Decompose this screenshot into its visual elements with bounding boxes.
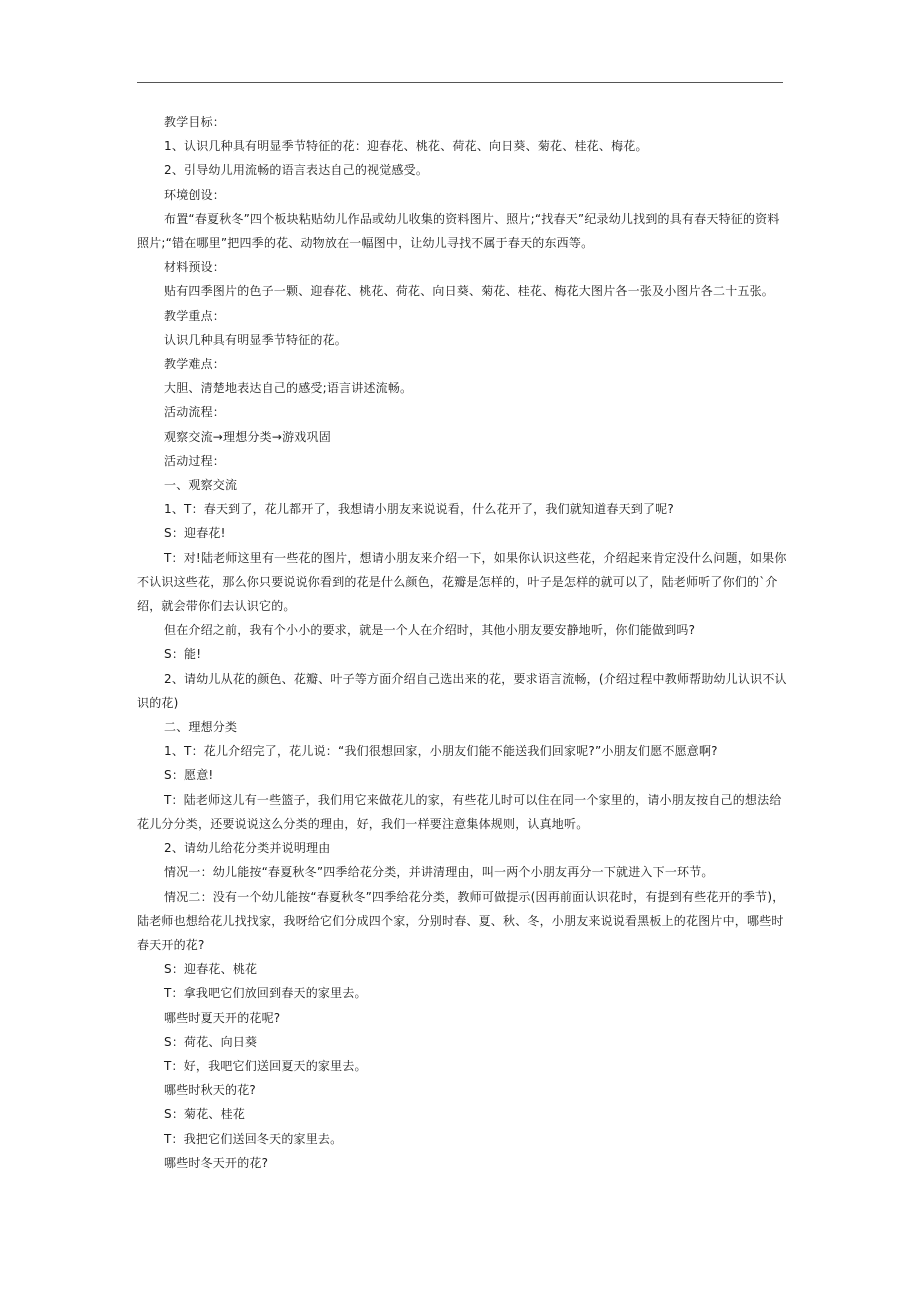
heading-activity-process: 活动过程： xyxy=(164,453,226,468)
paragraph: 1、T：春天到了，花儿都开了，我想请小朋友来说说看，什么花开了，我们就知道春天到了呢? xyxy=(164,502,674,517)
goal-item-2: 2、引导幼儿用流畅的语言表达自己的视觉感受。 xyxy=(164,163,429,178)
header-rule xyxy=(137,82,783,83)
paragraph: 哪些时冬天开的花? xyxy=(164,1155,269,1170)
paragraph: T：陆老师这儿有一些篮子，我们用它来做花儿的家，有些花儿时可以住在同一个家里的，请小朋友按自己的想法给花儿分分类，还要说说这么分类的理由，好，我们一样要注意集体规则，认真地听。 xyxy=(137,792,782,831)
heading-key-points: 教学重点： xyxy=(164,308,226,323)
paragraph: S：荷花、向日葵 xyxy=(164,1034,258,1049)
activity-flow-text: 观察交流→理想分类→游戏巩固 xyxy=(164,429,331,444)
paragraph: S：菊花、桂花 xyxy=(164,1107,246,1122)
paragraph: 2、请幼儿从花的颜色、花瓣、叶子等方面介绍自己选出来的花，要求语言流畅，(介绍过程中教师帮助幼儿认识不认识的花) xyxy=(137,671,787,710)
key-points-text: 认识几种具有明显季节特征的花。 xyxy=(164,332,348,347)
paragraph: T：好，我吧它们送回夏天的家里去。 xyxy=(164,1058,367,1073)
paragraph: 1、T：花儿介绍完了，花儿说：“我们很想回家，小朋友们能不能送我们回家呢?”小朋友们愿不愿意啊? xyxy=(164,744,718,759)
heading-activity-flow: 活动流程： xyxy=(164,405,226,420)
difficulties-text: 大胆、清楚地表达自己的感受;语言讲述流畅。 xyxy=(164,381,413,396)
paragraph: 2、请幼儿给花分类并说明理由 xyxy=(164,841,331,856)
paragraph: T：我把它们送回冬天的家里去。 xyxy=(164,1131,343,1146)
paragraph: 但在介绍之前，我有个小小的要求，就是一个人在介绍时，其他小朋友要安静地听，你们能做到吗? xyxy=(164,623,696,638)
paragraph: S：迎春花、桃花 xyxy=(164,962,258,977)
paragraph: 情况二：没有一个幼儿能按“春夏秋冬”四季给花分类，教师可做提示(因再前面认识花时，有提到有些花开的季节)，陆老师也想给花儿找找家，我呀给它们分成四个家，分别时春、夏、秋、冬，小朋友来说说看黑板上的花图片中，哪些时春天开的花? xyxy=(137,889,785,952)
paragraph: T：拿我吧它们放回到春天的家里去。 xyxy=(164,986,367,1001)
document-body xyxy=(137,110,787,1175)
section-classify: 二、理想分类 xyxy=(164,720,238,735)
paragraph: S：愿意! xyxy=(164,768,214,783)
environment-text: 布置“春夏秋冬”四个板块粘贴幼儿作品或幼儿收集的资料图片、照片;“找春天”纪录幼儿找到的具有春天特征的资料照片;“错在哪里”把四季的花、动物放在一幅图中，让幼儿寻找不属于春天的东西等。 xyxy=(137,211,780,251)
goal-item-1: 1、认识几种具有明显季节特征的花：迎春花、桃花、荷花、向日葵、菊花、桂花、梅花。 xyxy=(164,139,648,154)
heading-environment: 环境创设： xyxy=(164,187,226,202)
paragraph: S：能! xyxy=(164,647,202,662)
paragraph: S：迎春花! xyxy=(164,526,226,541)
materials-text: 贴有四季图片的色子一颗、迎春花、桃花、荷花、向日葵、菊花、桂花、梅花大图片各一张及小图片各二十五张。 xyxy=(164,284,775,299)
heading-teaching-goals: 教学目标： xyxy=(164,115,226,129)
paragraph: 情况一：幼儿能按“春夏秋冬”四季给花分类，并讲清理由，叫一两个小朋友再分一下就进入下一环节。 xyxy=(164,865,714,880)
heading-difficulties: 教学难点： xyxy=(164,357,226,372)
paragraph: 哪些时夏天开的花呢? xyxy=(164,1010,281,1025)
section-observe: 一、观察交流 xyxy=(164,478,238,493)
heading-materials: 材料预设： xyxy=(164,260,226,275)
paragraph: 哪些时秋天的花? xyxy=(164,1083,256,1098)
paragraph: T：对!陆老师这里有一些花的图片，想请小朋友来介绍一下，如果你认识这些花，介绍起来肯定没什么问题，如果你不认识这些花，那么你只要说说你看到的花是什么颜色，花瓣是怎样的，叶子是怎样的就可以了，陆老师听了你们的`介绍，就会带你们去认识它的。 xyxy=(137,550,787,614)
